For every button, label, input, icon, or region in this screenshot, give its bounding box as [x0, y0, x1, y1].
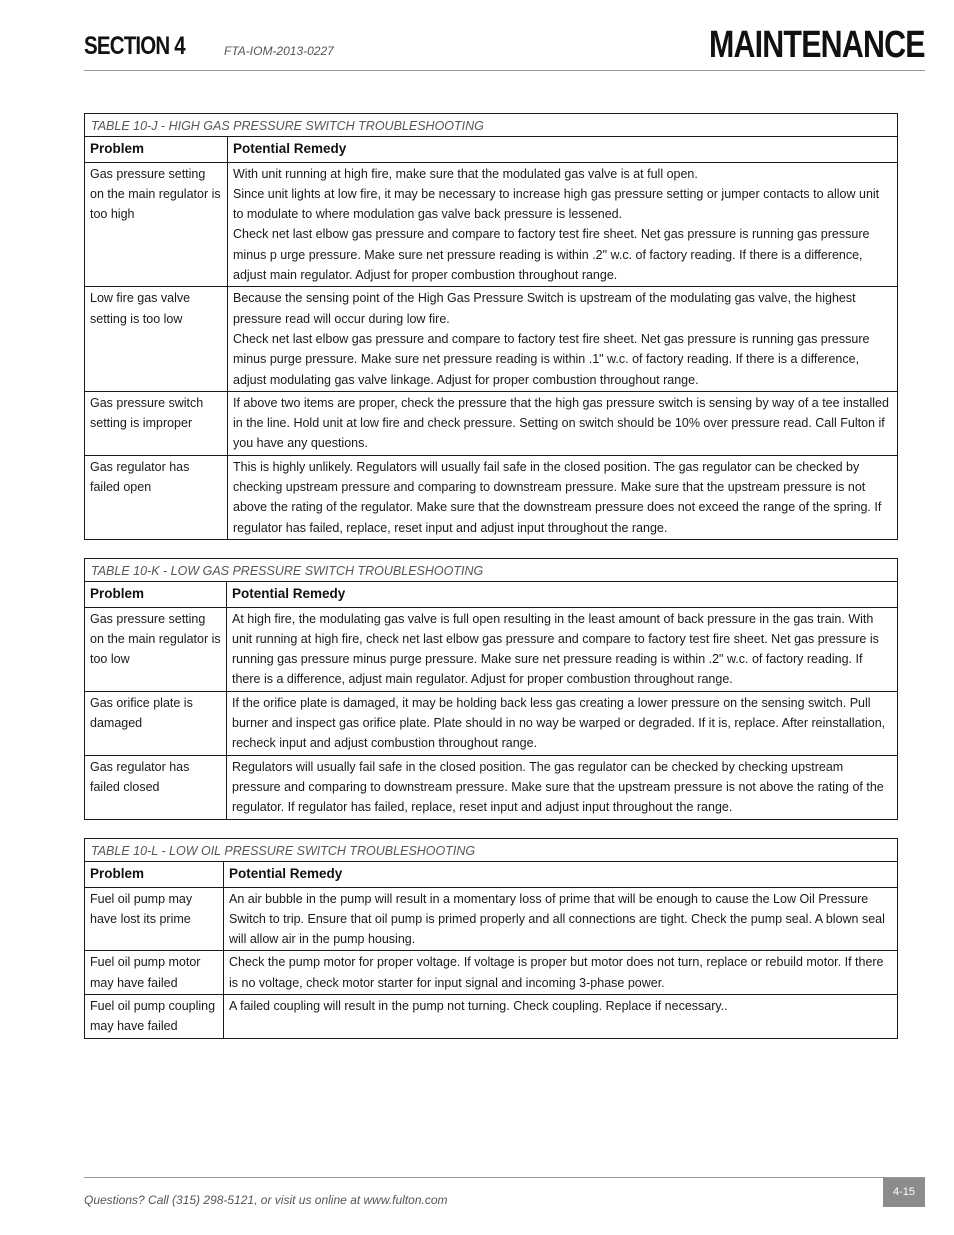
- footer-divider: [84, 1177, 925, 1178]
- remedy-paragraph: Because the sensing point of the High Gas Pressure Switch is upstream of the modulating gas valve, the highest pressure read will occur during low fire.: [233, 291, 856, 326]
- remedy-paragraph: A failed coupling will result in the pump not turning. Check coupling. Replace if necessary..: [229, 999, 728, 1014]
- remedy-paragraph: With unit running at high fire, make sure that the modulated gas valve is at full open.: [233, 166, 698, 181]
- problem-cell: Gas pressure setting on the main regulator is too high: [85, 162, 228, 287]
- page-header: [84, 24, 925, 71]
- table-row: [85, 455, 898, 539]
- remedy-cell: [227, 755, 898, 819]
- remedy-cell: [224, 887, 898, 951]
- remedy-cell: [227, 691, 898, 755]
- problem-cell: Gas pressure setting on the main regulator is too low: [85, 607, 227, 691]
- table-row: [85, 391, 898, 455]
- problem-cell: Gas orifice plate is damaged: [85, 691, 227, 755]
- problem-cell: Fuel oil pump coupling may have failed: [85, 995, 224, 1039]
- table-caption: TABLE 10-J - HIGH GAS PRESSURE SWITCH TROUBLESHOOTING: [85, 114, 898, 137]
- remedy-cell: [228, 162, 898, 287]
- column-header-remedy: Potential Remedy: [224, 862, 898, 887]
- table-row: [85, 755, 898, 819]
- table-10-k: [84, 558, 898, 820]
- table-row: [85, 691, 898, 755]
- remedy-cell: [228, 287, 898, 391]
- remedy-paragraph: An air bubble in the pump will result in a momentary loss of prime that will be enough to cause the Low Oil Pressure Switch to trip. Ensure that oil pump is primed properly and all connections are tight. Check the pump seal. A blown seal will allow air in the pump housing.: [229, 891, 885, 947]
- table-row: [85, 951, 898, 995]
- section-label: SECTION 4: [84, 32, 185, 60]
- table-row: [85, 607, 898, 691]
- remedy-cell: [224, 995, 898, 1039]
- table-row: [85, 887, 898, 951]
- column-header-problem: Problem: [85, 862, 224, 887]
- column-header-problem: Problem: [85, 582, 227, 607]
- page-number: 4-15: [883, 1178, 925, 1207]
- problem-cell: Fuel oil pump may have lost its prime: [85, 887, 224, 951]
- table-caption: TABLE 10-L - LOW OIL PRESSURE SWITCH TROUBLESHOOTING: [85, 839, 898, 862]
- footer-contact: Questions? Call (315) 298-5121, or visit us online at www.fulton.com: [84, 1193, 448, 1207]
- problem-cell: Fuel oil pump motor may have failed: [85, 951, 224, 995]
- document-code: FTA-IOM-2013-0227: [224, 44, 334, 58]
- remedy-cell: [224, 951, 898, 995]
- table-row: [85, 995, 898, 1039]
- remedy-cell: [228, 455, 898, 539]
- column-header-remedy: Potential Remedy: [227, 582, 898, 607]
- remedy-paragraph: If the orifice plate is damaged, it may be holding back less gas creating a lower pressure on the sensing switch. Pull burner and inspect gas orifice plate. Plate should in no way be warped or degraded. If it is, replace. After reinstallation, recheck input and adjust combustion throughout range.: [232, 695, 886, 751]
- remedy-paragraph: Regulators will usually fail safe in the closed position. The gas regulator can be checked by checking upstream pressure and comparing to downstream pressure. Make sure that the upstream pressure is not above the rating of the regulator. If regulator has failed, replace, reset input and adjust input throughout the range.: [232, 759, 884, 815]
- column-header-remedy: Potential Remedy: [228, 137, 898, 162]
- remedy-paragraph: Check net last elbow gas pressure and compare to factory test fire sheet. Net gas pressure is running gas pressure minus purge pressure. Make sure net pressure reading is within .1" w.c. of factory reading. If there is a difference, adjust modulating gas valve linkage. Adjust for proper combustion throughout range.: [233, 331, 870, 387]
- table-caption: TABLE 10-K - LOW GAS PRESSURE SWITCH TROUBLESHOOTING: [85, 559, 898, 582]
- remedy-paragraph: This is highly unlikely. Regulators will usually fail safe in the closed position. The gas regulator can be checked by checking upstream pressure and comparing to downstream pressure. Make sure that the upstream pressure is not above the rating of the regulator. Make sure that the downstream pressure does not exceed the range of the spring. If regulator has failed, replace, reset input and adjust input throughout the range.: [233, 459, 882, 535]
- remedy-paragraph: Check net last elbow gas pressure and compare to factory test fire sheet. Net gas pressure is running gas pressure minus p urge pressure. Make sure net pressure reading is within .2" w.c. of factory reading. If there is a difference, adjust main regulator. Adjust for proper combustion throughout range.: [233, 227, 870, 283]
- problem-cell: Gas regulator has failed open: [85, 455, 228, 539]
- remedy-paragraph: Check the pump motor for proper voltage. If voltage is proper but motor does not turn, replace or rebuild motor. If there is no voltage, check motor starter for input signal and incoming 3-phase power.: [229, 955, 884, 990]
- problem-cell: Low fire gas valve setting is too low: [85, 287, 228, 391]
- table-10-j: [84, 113, 898, 540]
- problem-cell: Gas regulator has failed closed: [85, 755, 227, 819]
- remedy-paragraph: Since unit lights at low fire, it may be necessary to increase high gas pressure setting or jumper contacts to allow unit to modulate to where modulation gas valve back pressure is lessened.: [233, 186, 880, 222]
- table-10-l: [84, 838, 898, 1039]
- page-title: MAINTENANCE: [709, 24, 925, 66]
- remedy-cell: [228, 391, 898, 455]
- remedy-cell: [227, 607, 898, 691]
- remedy-paragraph: If above two items are proper, check the pressure that the high gas pressure switch is sensing by way of a tee installed in the line. Hold unit at low fire and check pressure. Setting on switch should be 10% over pressure read. Call Fulton if you have any questions.: [233, 395, 889, 451]
- problem-cell: Gas pressure switch setting is improper: [85, 391, 228, 455]
- table-row: [85, 287, 898, 391]
- column-header-problem: Problem: [85, 137, 228, 162]
- table-row: [85, 162, 898, 287]
- remedy-paragraph: At high fire, the modulating gas valve is full open resulting in the least amount of back pressure in the gas train. With unit running at high fire, check net last elbow gas pressure and compare to factory test fire sheet. Net gas pressure is running gas pressure minus purge pressure. Make sure net pressure reading is within .2" w.c. of factory reading. If there is a difference, adjust main regulator. Adjust for proper combustion throughout range.: [232, 611, 879, 687]
